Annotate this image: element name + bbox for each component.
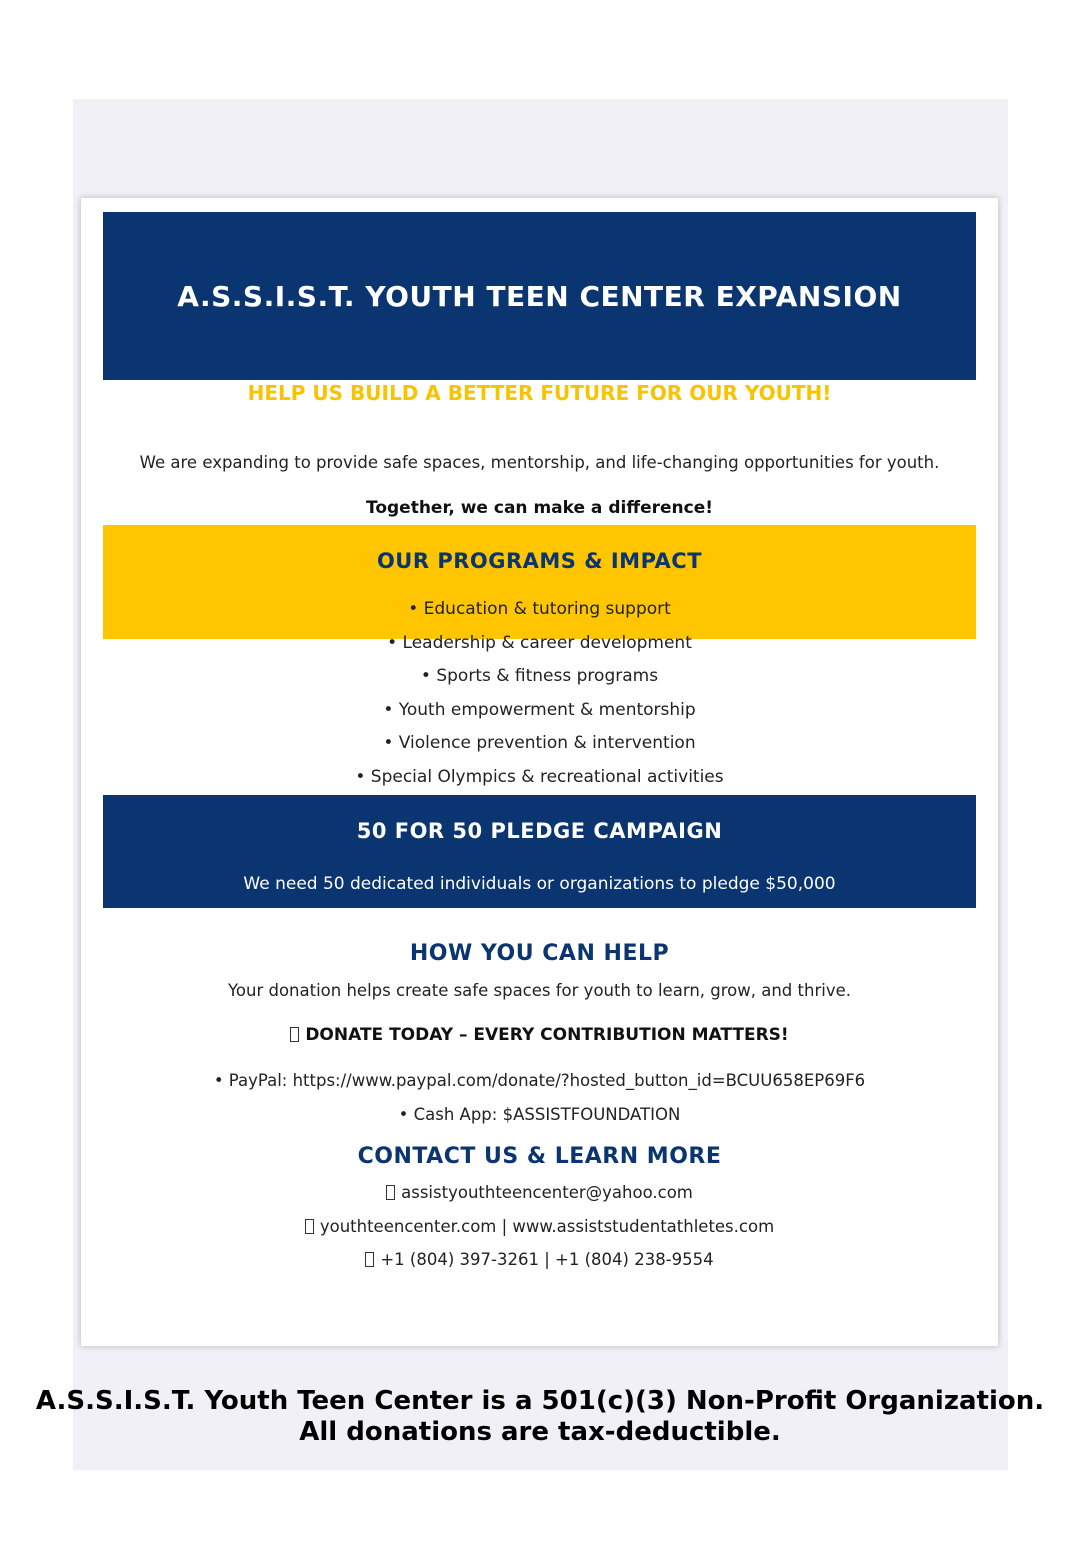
contact-website-item[interactable] (81, 1216, 998, 1250)
contact-phone-item[interactable] (81, 1249, 998, 1283)
cashapp-item: • Cash App: $ASSISTFOUNDATION (398, 1105, 681, 1124)
contact-title: CONTACT US & LEARN MORE (357, 1144, 722, 1169)
list-item: • Youth empowerment & mentorship (383, 699, 696, 720)
list-item: • Education & tutoring support (408, 599, 671, 619)
box-glyph-icon (305, 1219, 314, 1234)
together-text: Together, we can make a difference! (365, 498, 713, 518)
help-title: HOW YOU CAN HELP (409, 941, 670, 966)
list-item: • Special Olympics & recreational activities (355, 766, 724, 787)
box-glyph-icon (386, 1185, 395, 1200)
donate-text: DONATE TODAY – EVERY CONTRIBUTION MATTERS! (305, 1025, 789, 1045)
flyer-title: A.S.S.I.S.T. YOUTH TEEN CENTER EXPANSION (177, 279, 902, 313)
footer-line-2: All donations are tax-deductible. (299, 1417, 781, 1447)
footer-line-1: A.S.S.I.S.T. Youth Teen Center is a 501(c)(3) Non-Profit Organization. (35, 1386, 1045, 1416)
list-item: • Leadership & career development (387, 632, 692, 653)
help-text: Your donation helps create safe spaces for youth to learn, grow, and thrive. (228, 981, 851, 1000)
programs-title: OUR PROGRAMS & IMPACT (376, 549, 703, 573)
box-glyph-icon (290, 1027, 299, 1042)
contact-email-item[interactable] (81, 1182, 998, 1216)
list-item: • Violence prevention & intervention (383, 733, 696, 754)
tagline: HELP US BUILD A BETTER FUTURE FOR OUR YOUTH! (247, 381, 832, 405)
paypal-item[interactable]: • PayPal: https://www.paypal.com/donate/?hosted_button_id=BCUU658EP69F6 (213, 1071, 866, 1090)
box-glyph-icon (365, 1252, 374, 1267)
programs-list (81, 597, 998, 799)
contact-phones[interactable]: +1 (804) 397-3261 | +1 (804) 238-9554 (380, 1250, 714, 1269)
pledge-text: We need 50 dedicated individuals or organizations to pledge $50,000 (243, 874, 836, 894)
payment-list (81, 1070, 998, 1138)
pledge-title: 50 FOR 50 PLEDGE CAMPAIGN (356, 819, 723, 843)
contact-list (81, 1182, 998, 1283)
footer-note (0, 1386, 1080, 1448)
list-item: • Sports & fitness programs (420, 666, 659, 687)
header-banner (103, 212, 976, 380)
donate-callout (81, 1025, 998, 1045)
pledge-banner (103, 795, 976, 908)
contact-websites[interactable]: youthteencenter.com | www.assiststudentathletes.com (319, 1216, 775, 1236)
intro-text: We are expanding to provide safe spaces, mentorship, and life-changing opportunities for youth. (139, 453, 940, 472)
contact-email[interactable]: assistyouthteencenter@yahoo.com (401, 1183, 693, 1202)
